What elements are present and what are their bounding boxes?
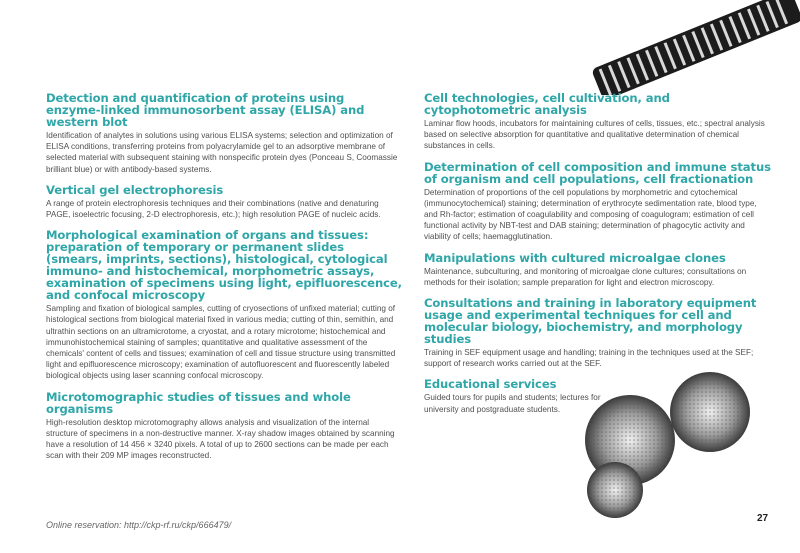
section-body: Determination of proportions of the cell populations by morphometric and cytochemical (immunocytochemical) staining; determination of erythrocyte sedimentation rate, blood type, and Rh-factor; estimation of coagulability and composing of coagulogram; estimation of cell functional activity by NBT-test and DAB staining; determination of phagocytic activity and viability of cells; haemagglutination. <box>424 187 757 242</box>
section-body: A range of protein electrophoresis techniques and their combinations (native and denaturing PAGE, isoelectric focusing, 2-D electrophoresis, etc.); high resolution PAGE of nucleic acids. <box>46 198 381 220</box>
reservation-link[interactable]: Online reservation: http://ckp-rf.ru/ckp/666479/ <box>46 520 232 530</box>
section-heading: Cell technologies, cell cultivation, and cytophotometric analysis <box>424 91 670 117</box>
left-column <box>46 92 402 470</box>
section-microalgae <box>424 252 772 288</box>
section-heading: Detection and quantification of proteins using enzyme-linked immunosorbent assay (ELISA) and western blot <box>46 91 365 129</box>
section-heading: Microtomographic studies of tissues and whole organisms <box>46 389 351 416</box>
section-heading: Manipulations with cultured microalgae clones <box>424 250 726 265</box>
section-morphology <box>46 229 402 381</box>
page-number: 27 <box>757 513 769 524</box>
section-body: Laminar flow hoods, incubators for maintaining cultures of cells, tissues, etc.; spectral analysis based on selective absorption for quantitative and qualitative determination of chemical substances in cells. <box>424 119 765 151</box>
section-educational <box>424 378 614 414</box>
section-elisa <box>46 92 402 175</box>
diatom-chain-image <box>585 0 800 95</box>
section-body: Sampling and fixation of biological samples, cutting of cryosections of unfixed material; cutting of histological sections from biological material fixed in various media; cutting of thin, semithin, and ultrathin sections on an ultramicrotome, a cryostat, and a rotary microtome; histochemical and immunohistochemical staining of samples; quantitative and qualitative assessment of the chemicals' content of cells and tissues; examination of cell and tissue structure using transmitted light and epifluorescence microscopy; examination of autofluorescent and fluorescently labeled biological objects using laser scanning confocal microscopy. <box>46 304 396 381</box>
section-microtomography <box>46 391 402 462</box>
right-column <box>424 92 772 424</box>
section-body: Training in SEF equipment usage and handling; training in the techniques used at the SEF; support of research works carried out at the SEF. <box>424 348 754 369</box>
section-cell-technologies <box>424 92 772 152</box>
section-consultations <box>424 297 772 369</box>
section-body: Guided tours for pupils and students; lectures for university and postgraduate students. <box>424 393 601 414</box>
section-heading: Morphological examination of organs and tissues: preparation of temporary or permanent slides (smears, imprints, sections), histological, cytological immuno- and histochemical, morphometric assays, examination of specimens using light, epifluorescence, and confocal microscopy <box>46 228 402 303</box>
section-cell-composition <box>424 161 772 243</box>
section-heading: Vertical gel electrophoresis <box>46 182 224 197</box>
section-heading: Educational services <box>424 377 557 392</box>
section-body: Maintenance, subculturing, and monitoring of microalgae clone cultures; consultations on methods for their isolation; sample preparation for light and electron microscopy. <box>424 266 747 287</box>
section-electrophoresis <box>46 184 402 220</box>
section-body: Identification of analytes in solutions using various ELISA systems; selection and optimization of ELISA conditions, transferring proteins from polyacrylamide gel to an adsorptive membrane of selected material with subsequent staining with nonspecific protein dyes (Ponceau S, Coomassie brilliant blue) or with antibody-based systems. <box>46 131 398 174</box>
section-heading: Consultations and training in laboratory equipment usage and experimental techniques for cell and molecular biology, biochemistry, and morphology studies <box>424 296 757 347</box>
section-body: High-resolution desktop microtomography allows analysis and visualization of the internal structure of specimens in a non-destructive manner. X-ray shadow images obtained by scanning have a resolution of 14 456 × 3240 pixels. A total of up to 2600 sections can be made per each scan with their 209 MP images reconstructed. <box>46 417 395 461</box>
section-heading: Determination of cell composition and immune status of organism and cell populations, cell fractionation <box>424 159 771 186</box>
